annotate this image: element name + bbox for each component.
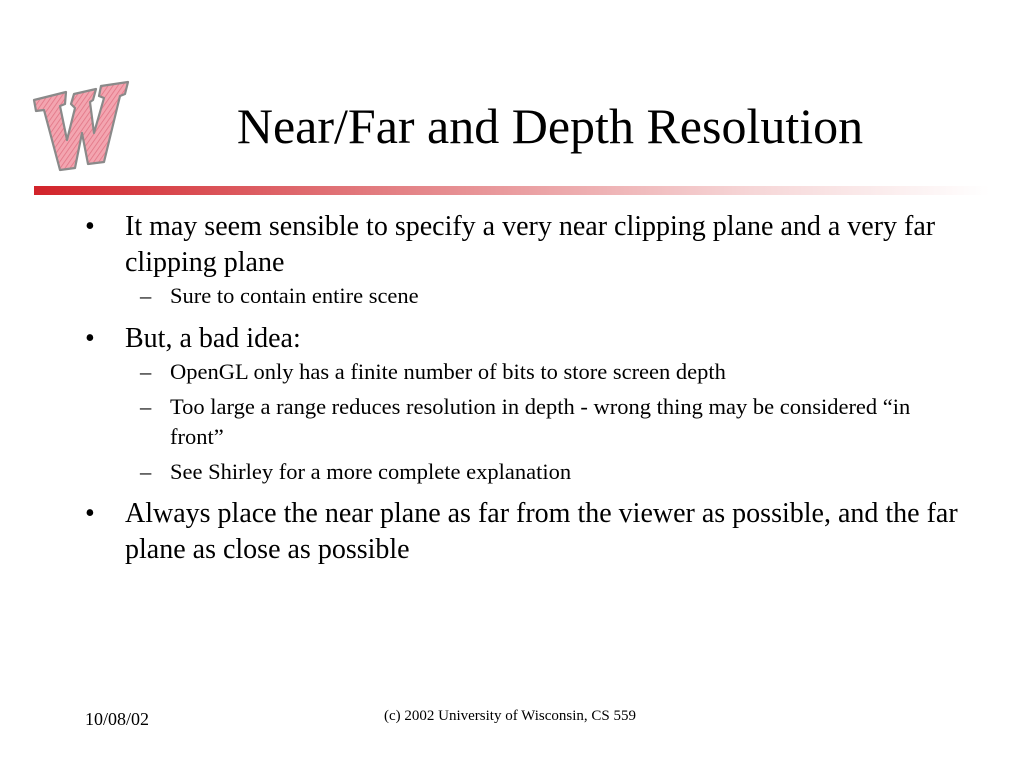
sub-bullet-dash: –	[140, 283, 152, 308]
sub-bullet-item	[85, 281, 965, 311]
sub-bullet-dash: –	[140, 394, 152, 419]
sub-list	[85, 281, 965, 311]
title-underline	[34, 186, 990, 195]
sub-list	[85, 357, 965, 487]
bullet-text: Always place the near plane as far from the viewer as possible, and the far plane as close as possible	[125, 498, 958, 565]
footer-copyright: (c) 2002 University of Wisconsin, CS 559	[383, 708, 637, 724]
bullet-item	[85, 209, 965, 281]
bullet-dot: •	[85, 211, 95, 242]
bullet-item	[85, 496, 965, 568]
footer-date: 10/08/02	[85, 709, 150, 729]
sub-bullet-item	[85, 392, 965, 452]
bullet-text: But, a bad idea:	[125, 323, 301, 354]
sub-bullet-text: Too large a range reduces resolution in depth - wrong thing may be considered “in front”	[170, 394, 911, 449]
university-w-logo	[30, 78, 130, 176]
sub-bullet-item	[85, 457, 965, 487]
sub-bullet-dash: –	[140, 459, 152, 484]
slide-title: Near/Far and Depth Resolution	[236, 98, 864, 154]
sub-bullet-text: See Shirley for a more complete explanation	[170, 459, 572, 484]
bullet-text: It may seem sensible to specify a very near clipping plane and a very far clipping plane	[125, 211, 936, 278]
bullet-item	[85, 321, 965, 357]
bullet-dot: •	[85, 498, 95, 529]
sub-bullet-item	[85, 357, 965, 387]
logo-w-shape	[34, 82, 128, 170]
sub-bullet-text: OpenGL only has a finite number of bits to store screen depth	[170, 359, 726, 384]
sub-bullet-text: Sure to contain entire scene	[170, 283, 419, 308]
slide-body	[85, 209, 965, 568]
bullet-dot: •	[85, 323, 95, 354]
sub-bullet-dash: –	[140, 359, 152, 384]
